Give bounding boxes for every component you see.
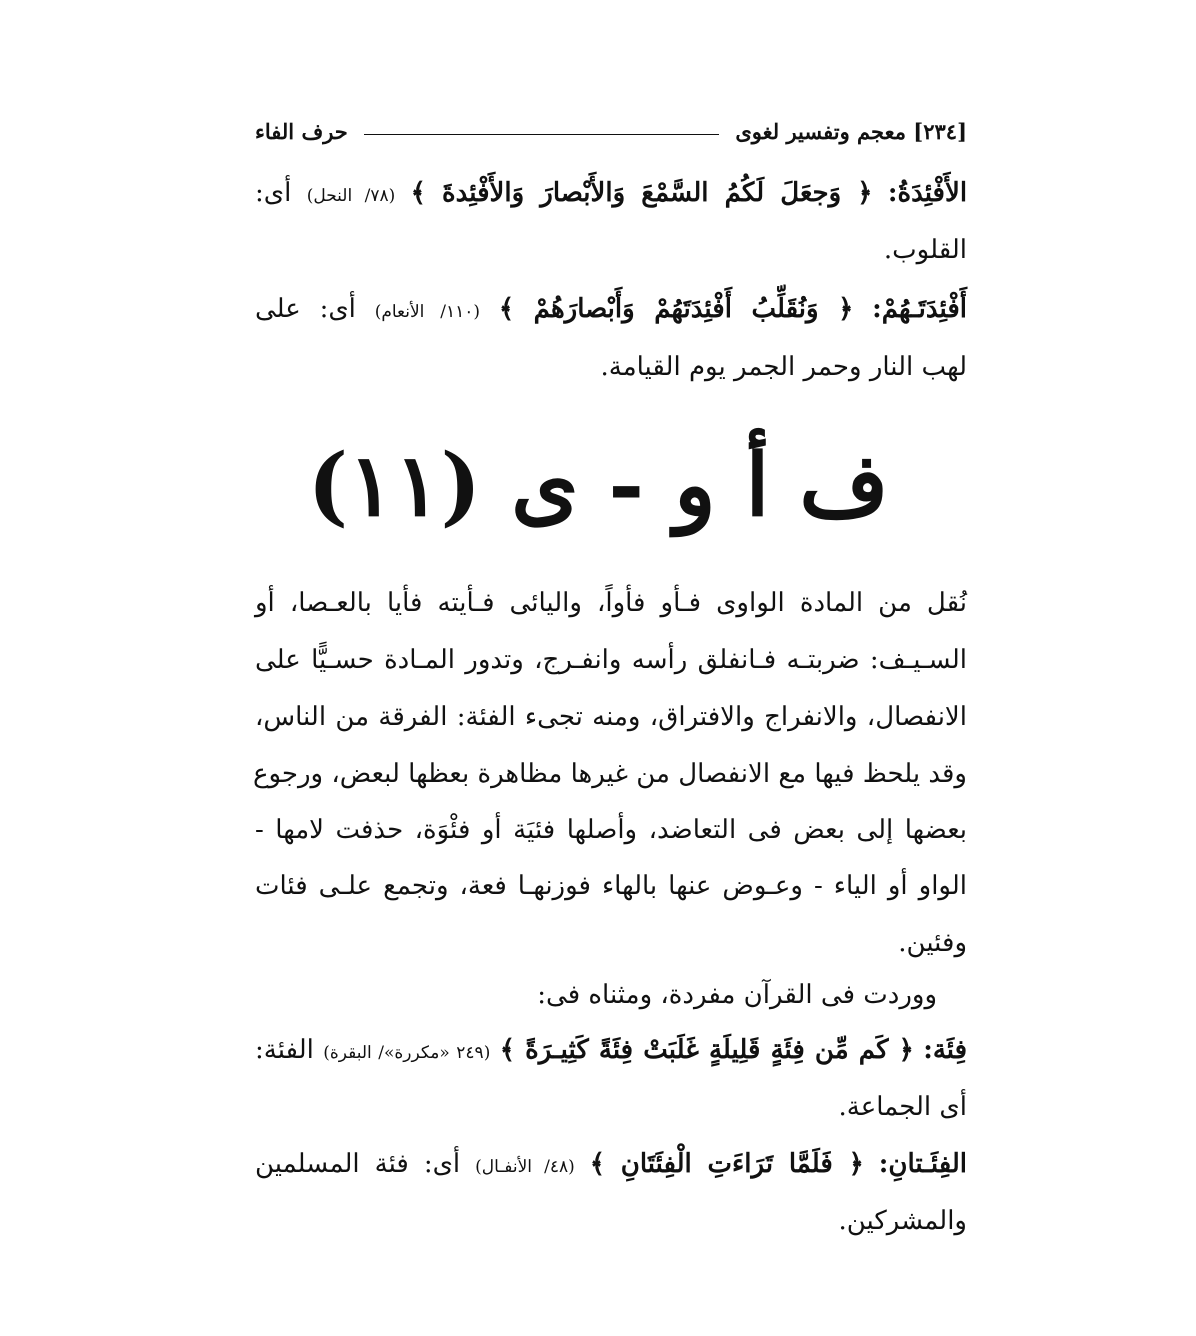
book-title: معجم وتفسير لغوى bbox=[735, 118, 906, 144]
entry-afida-line-2 bbox=[255, 230, 967, 270]
paragraph-line: بعضها إلى بعض فى التعاضد، وأصلها فئيَة أو فئْوَة، حذفت لامها - bbox=[255, 815, 967, 845]
entry-gloss: أى: bbox=[255, 178, 292, 208]
verse-reference: (٤٨/ الأنفـال) bbox=[475, 1157, 575, 1177]
page-number: [٢٣٤] bbox=[913, 118, 967, 144]
entry-gloss-continued: القلوب. bbox=[883, 235, 967, 265]
running-header bbox=[255, 116, 967, 146]
entry-fiatan-line-1 bbox=[255, 1144, 967, 1187]
paragraph-line: السـيـف: ضربتـه فـانفلق رأسه وانفـرج، وتدور المـادة حسـيًّا على bbox=[255, 645, 967, 675]
paragraph-line: وفئين. bbox=[898, 928, 967, 958]
entry-gloss: أى: على bbox=[255, 294, 356, 324]
header-rule bbox=[364, 134, 720, 135]
paragraph-line: نُقل من المادة الواوى فـأو فأواً، واليائى فـأيته فأيا بالعـصا، أو bbox=[255, 588, 967, 618]
entry-headword: أَفْئِدَتَـهُمْ: bbox=[872, 294, 968, 324]
entry-gloss: أى: فئة المسلمين bbox=[255, 1149, 461, 1179]
entry-headword: فِئَة: bbox=[923, 1035, 968, 1065]
verse-reference: (١١٠/ الأنعام) bbox=[374, 302, 481, 322]
entry-afida-line-1 bbox=[255, 173, 967, 216]
entry-afidatahum-line-2 bbox=[255, 347, 967, 387]
quran-verse: ﴿ وَجعَلَ لَكُمُ السَّمْعَ وَالأَبْصارَ وَالأَفْئِدةَ ﴾ bbox=[410, 178, 873, 208]
entry-gloss: الفئة: bbox=[255, 1035, 314, 1065]
entry-headword: الفِئَـتانِ: bbox=[878, 1149, 968, 1179]
paragraph-line: وقد يلحظ فيها مع الانفصال من غيرها مظاهرة بعظها لبعض، ورجوع bbox=[252, 759, 967, 789]
verse-reference: (٧٨/ النحل) bbox=[306, 186, 396, 206]
entry-gloss-continued: لهب النار وحمر الجمر يوم القيامة. bbox=[600, 352, 967, 382]
paragraph-line: الانفصال، والانفراج والافتراق، ومنه تجىء الفئة: الفرقة من الناس، bbox=[255, 702, 967, 732]
page-number-and-book-title bbox=[735, 119, 967, 144]
entry-fiatan-line-2 bbox=[255, 1201, 967, 1241]
entry-gloss-continued: والمشركين. bbox=[838, 1206, 967, 1236]
chapter-title: حرف الفاء bbox=[255, 118, 348, 144]
entry-fia-line-2 bbox=[255, 1087, 967, 1127]
quran-verse: ﴿ فَلَمَّا تَرَاءَتِ الْفِئَتَانِ ﴾ bbox=[589, 1149, 864, 1179]
occurrence-line: ووردت فى القرآن مفردة، ومثناه فى: bbox=[537, 980, 937, 1010]
entry-headword: الأَفْئِدَةُ: bbox=[887, 178, 968, 208]
entry-gloss-continued: أى الجماعة. bbox=[838, 1092, 967, 1122]
root-heading: ف أ و - ى (١١) bbox=[307, 435, 889, 536]
entry-fia-line-1 bbox=[255, 1030, 967, 1073]
quran-verse: ﴿ كَم مِّن فِئَةٍ قَلِيلَةٍ غَلَبَتْ فِئَةً كَثِيـرَةً ﴾ bbox=[499, 1035, 914, 1065]
verse-reference: (٢٤٩ «مكررة»/ البقرة) bbox=[323, 1043, 491, 1063]
quran-verse: ﴿ وَنُقَلِّبُ أَفْئِدَتَهُمْ وَأَبْصارَهُمْ ﴾ bbox=[498, 294, 854, 324]
paragraph-line: الواو أو الياء - وعـوض عنها بالهاء فوزنهـا فعة، وتجمع علـى فئات bbox=[255, 871, 967, 901]
entry-afidatahum-line-1 bbox=[255, 289, 967, 332]
